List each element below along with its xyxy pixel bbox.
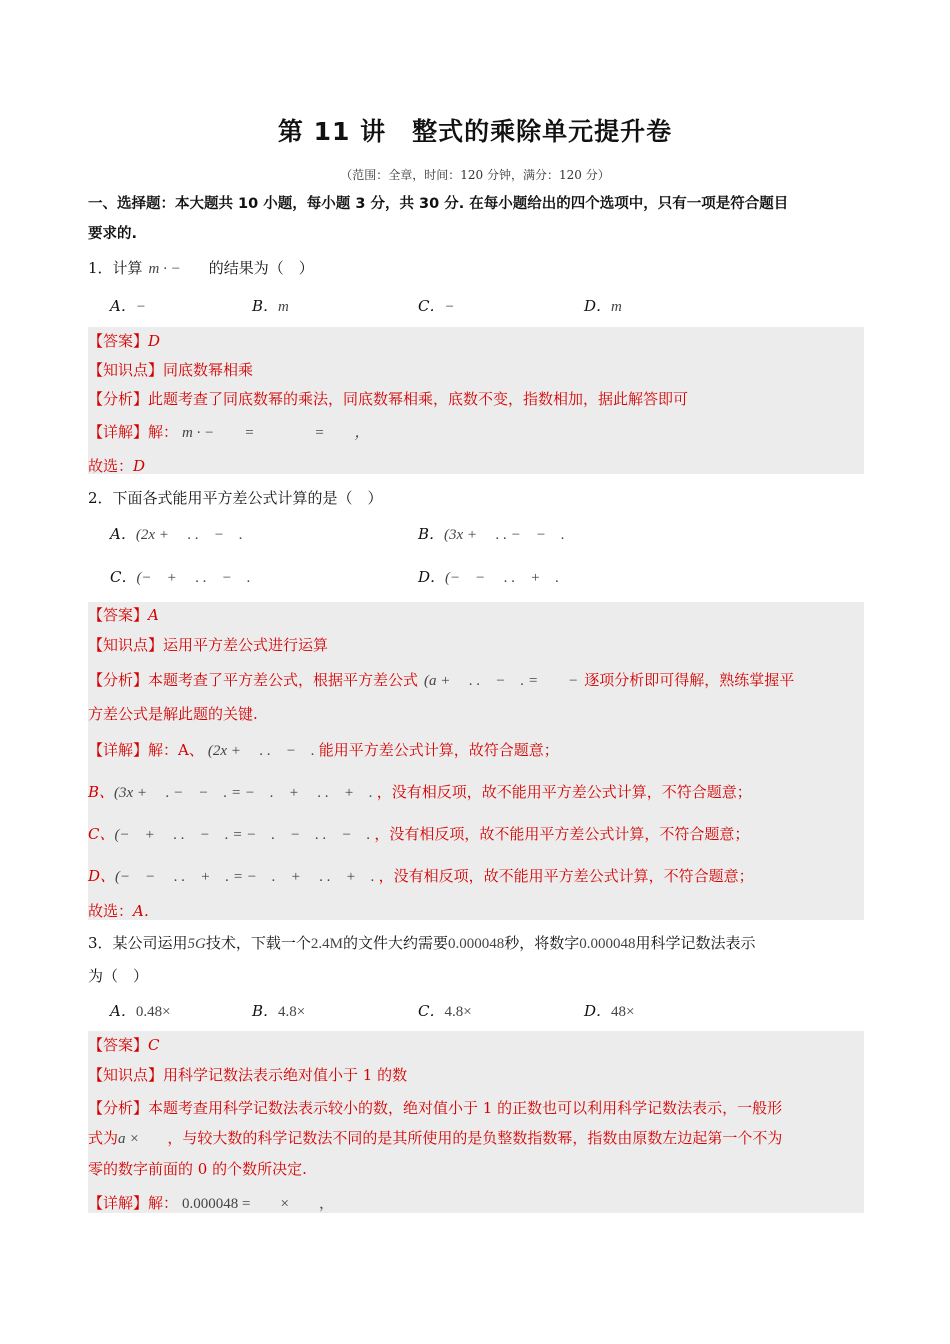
page-subtitle: （范围：全章，时间：120 分钟，满分：120 分） (340, 168, 610, 182)
section-heading-line2: 要求的. (88, 226, 138, 242)
q1-option-c: C．− (418, 297, 455, 315)
q1-option-b: B．m (252, 297, 289, 315)
q2-answer: 【答案】A (88, 606, 159, 624)
q3-analysis-line3: 零的数字前面的 0 的个数所决定. (88, 1160, 307, 1178)
q1-stem-math: m · − (148, 261, 181, 277)
q3-option-a: A．0.48× (110, 1002, 171, 1020)
q3-option-d: D．48× (584, 1002, 635, 1020)
q3-stem: 3．某公司运用5G技术，下载一个2.4M的文件大约需要0.000048秒，将数字0.000048用科学记数法表示 (88, 934, 756, 952)
q3-analysis: 【分析】本题考查用科学记数法表示较小的数，绝对值小于 1 的正数也可以利用科学记数法表示，一般形 (88, 1099, 783, 1117)
q2-knowledge-point: 【知识点】运用平方差公式进行运算 (88, 636, 329, 654)
q3-answer: 【答案】C (88, 1036, 160, 1054)
q1-answer: 【答案】D (88, 332, 161, 350)
q3-option-c: C．4.8× (418, 1002, 472, 1020)
q1-option-d: D．m (584, 297, 622, 315)
q2-analysis: 【分析】本题考查了平方差公式，根据平方差公式 (a + . . − . = − 逐项分析即可得解，熟练掌握平 (88, 671, 795, 689)
section-heading-line1: 一、选择题：本大题共 10 小题，每小题 3 分，共 30 分. 在每小题给出的四个选项中，只有一项是符合题目 (88, 196, 789, 212)
q2-detail-d: D、(− − . . + . = − . + . . + . ，没有相反项，故不能用平方差公式计算，不符合题意； (88, 867, 754, 885)
q3-detail: 【详解】解： 0.000048 = × ， (88, 1194, 334, 1212)
q2-detail-c: C、(− + . . − . = − . − . . − . ，没有相反项，故不能用平方差公式计算，不符合题意； (88, 825, 750, 843)
q1-stem-text: 1．计算 (88, 259, 143, 277)
q2-option-a: A．(2x + . . − . (110, 525, 243, 543)
q1-stem-text-2: 的结果为（ ） (208, 259, 314, 277)
q1-knowledge-point: 【知识点】同底数幂相乘 (88, 361, 254, 379)
q2-option-b: B．(3x + . . − − . (418, 525, 565, 543)
q1-analysis: 【分析】此题考查了同底数幂的乘法，同底数幂相乘，底数不变，指数相加，据此解答即可 (88, 390, 689, 408)
q3-analysis-line2: 式为a × ，与较大数的科学记数法不同的是其所使用的是负整数指数幂，指数由原数左边起第一个不为 (88, 1129, 783, 1147)
q3-solution-box (88, 1031, 864, 1213)
q2-conclusion: 故选：A． (88, 902, 159, 920)
q2-stem: 2．下面各式能用平方差公式计算的是（ ） (88, 489, 383, 507)
q2-option-d: D．(− − . . + . (418, 568, 560, 586)
q1-conclusion: 故选：D (88, 457, 146, 475)
q2-analysis-line2: 方差公式是解此题的关键. (88, 705, 258, 723)
q3-stem-line2: 为（ ） (88, 967, 149, 985)
q1-detail: 【详解】解： m · − = = ， (88, 423, 370, 441)
q1-stem (88, 258, 314, 279)
q1-option-a: A．− (110, 297, 146, 315)
q2-detail-a: 【详解】解：A、 (2x + . . − . 能用平方差公式计算，故符合题意； (88, 741, 559, 759)
q3-knowledge-point: 【知识点】用科学记数法表示绝对值小于 1 的数 (88, 1066, 408, 1084)
q2-detail-b: B、(3x + . − − . = − . + . . + . ，没有相反项，故不能用平方差公式计算，不符合题意； (88, 783, 752, 801)
q3-option-b: B．4.8× (252, 1002, 306, 1020)
page-title: 第 11 讲 整式的乘除单元提升卷 (277, 117, 673, 146)
q2-option-c: C．(− + . . − . (110, 568, 251, 586)
